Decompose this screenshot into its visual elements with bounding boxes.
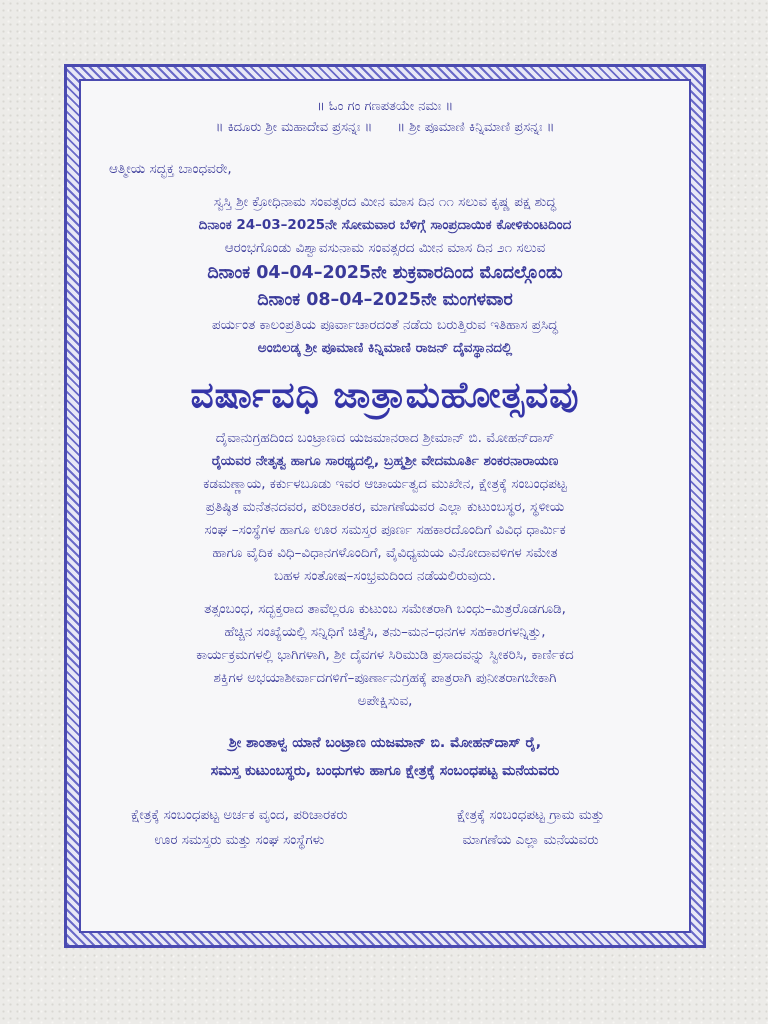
signature-block: [103, 729, 667, 785]
body2-line: ಶಕ್ತಿಗಳ ಅಭಯಾಶೀರ್ವಾದಗಳಿಗೆ–ಪೂರ್ಣಾನುಗ್ರಹಕ್ಕೆ ಪಾತ್ರರಾಗಿ ಪುನೀತರಾಗಬೇಕಾಗಿ: [213, 670, 557, 686]
footer-right-line-1: ಕ್ಷೇತ್ರಕ್ಕೆ ಸಂಬಂಧಪಟ್ಟ ಗ್ರಾಮ ಮತ್ತು: [456, 807, 605, 823]
invitation-card: [79, 79, 691, 933]
decorative-border: [64, 64, 706, 948]
body1-line: ಕಡಮಣ್ಣಾಯ, ಕರ್ಕುಳಬೂಡು ಇವರ ಆಚಾರ್ಯತ್ವದ ಮುಖೇನ, ಕ್ಷೇತ್ರಕ್ಕೆ ಸಂಬಂಧಪಟ್ಟ: [203, 476, 567, 492]
body-paragraph-1: [103, 427, 667, 588]
body1-line: ರೈಯವರ ನೇತೃತ್ವ ಹಾಗೂ ಸಾರಥ್ಯದಲ್ಲಿ, ಬ್ರಹ್ಮಶ್ರೀ ವೇದಮೂರ್ತಿ ಶಂಕರನಾರಾಯಣ: [211, 453, 559, 469]
salutation: ಆತ್ಮೀಯ ಸದ್ಭಕ್ತ ಬಾಂಧವರೇ,: [109, 161, 232, 177]
footer-right: [396, 803, 665, 853]
start-date: ದಿನಾಂಕ 04–04–2025ನೇ ಶುಕ್ರವಾರದಿಂದ ಮೊದಲ್ಗೊಂಡು: [207, 263, 563, 283]
body1-line: ಸಂಘ –ಸಂಸ್ಥೆಗಳ ಹಾಗೂ ಊರ ಸಮಸ್ತರ ಪೂರ್ಣ ಸಹಕಾರದೊಂದಿಗೆ ವಿವಿಧ ಧಾರ್ಮಿಕ: [204, 522, 566, 538]
body-paragraph-2: [103, 598, 667, 713]
end-date: ದಿನಾಂಕ 08–04–2025ನೇ ಮಂಗಳವಾರ: [257, 290, 513, 310]
footer-left-line-1: ಕ್ಷೇತ್ರಕ್ಕೆ ಸಂಬಂಧಪಟ್ಟ ಅರ್ಚಕ ವೃಂದ, ಪರಿಚಾರಕರು: [131, 807, 348, 823]
intro-line-4: ಪರ್ಯಂತ ಕಾಲಂಪ್ರತಿಯ ಪೂರ್ವಾಚಾರದಂತೆ ನಡೆದು ಬರುತ್ತಿರುವ ಇತಿಹಾಸ ಪ್ರಸಿದ್ಧ: [212, 317, 558, 333]
intro-line-5: ಅಂಬಿಲಡ್ಕ ಶ್ರೀ ಪೂಮಾಣಿ ಕಿನ್ನಿಮಾಣಿ ರಾಜನ್ ದೈವಸ್ಥಾನದಲ್ಲಿ: [257, 340, 513, 356]
intro-line-2: ದಿನಾಂಕ 24–03–2025ನೇ ಸೋಮವಾರ ಬೆಳಿಗ್ಗೆ ಸಾಂಪ್ರದಾಯಿಕ ಕೋಳಿಕುಂಟದಿಂದ: [198, 217, 572, 233]
intro-line-1: ಸ್ವಸ್ತಿ ಶ್ರೀ ಕ್ರೋಧಿನಾಮ ಸಂವತ್ಸರದ ಮೀನ ಮಾಸ ದಿನ ೧೧ ಸಲುವ ಕೃಷ್ಣ ಪಕ್ಷ ಶುದ್ಧ: [213, 194, 557, 210]
footer-columns: [103, 803, 667, 853]
body2-line: ಕಾರ್ಯಕ್ರಮಗಳಲ್ಲಿ ಭಾಗಿಗಳಾಗಿ, ಶ್ರೀ ದೈವಗಳ ಸಿರಿಮುಡಿ ಪ್ರಸಾದವನ್ನು ಸ್ವೀಕರಿಸಿ, ಕಾರ್ಣಿಕದ: [196, 647, 574, 663]
footer-right-line-2: ಮಾಗಣೆಯ ಎಲ್ಲಾ ಮನೆಯವರು: [462, 832, 599, 848]
intro-block: [103, 191, 667, 360]
body2-line: ಅಪೇಕ್ಷಿಸುವ,: [357, 693, 413, 709]
invocation-line-2: ॥ ಕಿದೂರು ಶ್ರೀ ಮಹಾದೇವ ಪ್ರಸನ್ನಃ ॥ ॥ ಶ್ರೀ ಪೂಮಾಣಿ ಕಿನ್ನಿಮಾಣಿ ಪ್ರಸನ್ನಃ ॥: [215, 120, 555, 135]
body2-line: ಹೆಚ್ಚಿನ ಸಂಖ್ಯೆಯಲ್ಲಿ ಸನ್ನಿಧಿಗೆ ಚಿತ್ತೈಸಿ, ತನು–ಮನ–ಧನಗಳ ಸಹಕಾರಗಳನ್ನಿತ್ತು,: [224, 624, 546, 640]
body1-line: ದೈವಾನುಗ್ರಹದಿಂದ ಬಂಟ್ರಾಣದ ಯಜಮಾನರಾದ ಶ್ರೀಮಾನ್ ಬಿ. ಮೋಹನ್‌ದಾಸ್: [215, 430, 555, 446]
event-title: ವರ್ಷಾವಧಿ ಜಾತ್ರಾಮಹೋತ್ಸವವು: [190, 374, 580, 416]
body2-line: ತತ್ಸಂಬಂಧ, ಸದ್ಭಕ್ತರಾದ ತಾವೆಲ್ಲರೂ ಕುಟುಂಬ ಸಮೇತರಾಗಿ ಬಂಧು–ಮಿತ್ರರೊಡಗೂಡಿ,: [204, 601, 566, 617]
body1-line: ಹಾಗೂ ವೈದಿಕ ವಿಧಿ–ವಿಧಾನಗಳೊಂದಿಗೆ, ವೈವಿಧ್ಯಮಯ ವಿನೋದಾವಳಿಗಳ ಸಮೇತ: [212, 545, 558, 561]
footer-left-line-2: ಊರ ಸಮಸ್ತರು ಮತ್ತು ಸಂಘ ಸಂಸ್ಥೆಗಳು: [154, 832, 325, 848]
invitation-content: [81, 81, 689, 931]
footer-left: [105, 803, 374, 853]
intro-line-3: ಆರಂಭಗೊಂಡು ವಿಶ್ವಾವಸುನಾಮ ಸಂವತ್ಸರದ ಮೀನ ಮಾಸ ದಿನ ೨೧ ಸಲುವ: [224, 240, 546, 256]
signature-line-2: ಸಮಸ್ತ ಕುಟುಂಬಸ್ಥರು, ಬಂಧುಗಳು ಹಾಗೂ ಕ್ಷೇತ್ರಕ್ಕೆ ಸಂಬಂಧಪಟ್ಟ ಮನೆಯವರು: [210, 763, 560, 779]
body1-line: ಪ್ರತಿಷ್ಠಿತ ಮನೆತನದವರ, ಪರಿಚಾರಕರ, ಮಾಗಣೆಯವರ ಎಲ್ಲಾ ಕುಟುಂಬಸ್ಥರ, ಸ್ಥಳೀಯ: [205, 499, 565, 515]
invocation-line-1: ॥ ಓಂ ಗಂ ಗಣಪತಯೇ ನಮಃ ॥: [316, 99, 454, 114]
signature-line-1: ಶ್ರೀ ಶಾಂತಾಳ್ವ ಯಾನೆ ಬಂಟ್ರಾಣ ಯಜಮಾನ್ ಬಿ. ಮೋಹನ್‌ದಾಸ್ ರೈ,: [228, 735, 542, 751]
body1-line: ಬಹಳ ಸಂತೋಷ–ಸಂಭ್ರಮದಿಂದ ನಡೆಯಲಿರುವುದು.: [274, 568, 496, 584]
